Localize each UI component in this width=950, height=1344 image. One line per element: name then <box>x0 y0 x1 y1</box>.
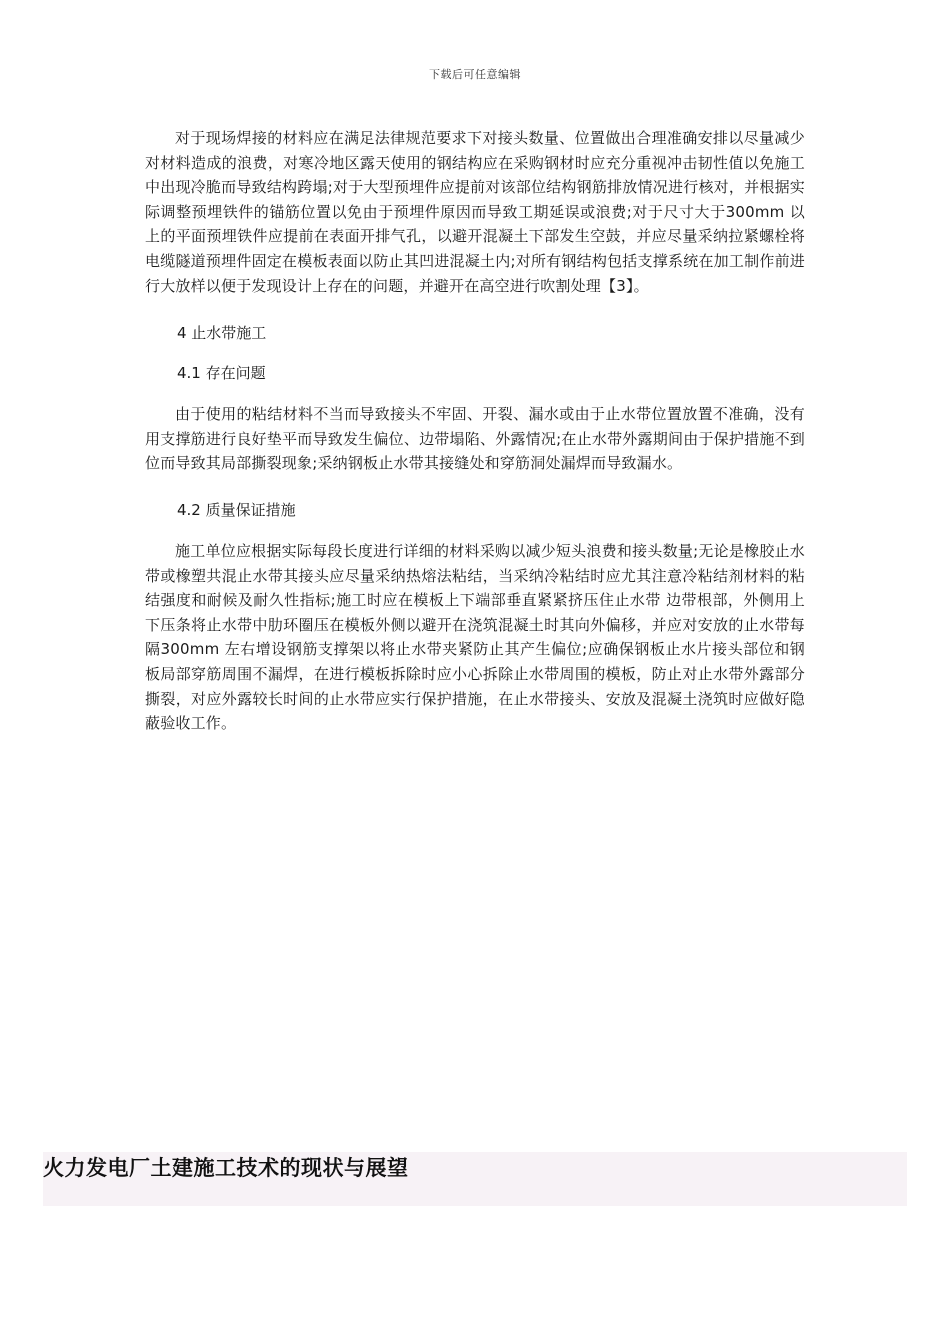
document-body <box>145 126 805 736</box>
paragraph-quality-measures: 施工单位应根据实际每段长度进行详细的材料采购以减少短头浪费和接头数量;无论是橡胶止水带或橡塑共混止水带其接头应尽量采纳热熔法粘结，当采纳冷粘结时应尤其注意冷粘结剂材料的粘结强度和耐候及耐久性指标;施工时应在模板上下端部垂直紧紧挤压住止水带 边带根部，外侧用上下压条将止水带中肋环圈压在模板外侧以避开在浇筑混凝土时其向外偏移，并应对安放的止水带每隔300mm 左右增设钢筋支撑架以将止水带夹紧防止其产生偏位;应确保钢板止水片接头部位和钢板局部穿筋周围不漏焊，在进行模板拆除时应小心拆除止水带周围的模板，防止对止水带外露部分撕裂，对应外露较长时间的止水带应实行保护措施，在止水带接头、安放及混凝土浇筑时应做好隐蔽验收工作。 <box>145 541 805 733</box>
section-heading-4-2: 4.2 质量保证措施 <box>177 500 296 519</box>
section-heading-4: 4 止水带施工 <box>177 324 267 343</box>
next-document-title: 火力发电厂土建施工技术的现状与展望 <box>43 1156 409 1180</box>
paragraph-welding-materials: 对于现场焊接的材料应在满足法律规范要求下对接头数量、位置做出合理准确安排以尽量减少对材料造成的浪费，对寒冷地区露天使用的钢结构应在采购钢材时应充分重视冲击韧性值以免施工中出现冷脆而导致结构跨塌;对于大型预埋件应提前对该部位结构钢筋排放情况进行核对，并根据实际调整预埋铁件的锚筋位置以免由于预埋件原因而导致工期延误或浪费;对于尺寸大于300mm 以上的平面预埋铁件应提前在表面开排气孔，以避开混凝土下部发生空鼓，并应尽量采纳拉紧螺栓将电缆隧道预埋件固定在模板表面以防止其凹进混凝土内;对所有钢结构包括支撑系统在加工制作前进行大放样以便于发现设计上存在的问题，并避开在高空进行吹割处理【3】。 <box>145 129 805 295</box>
page-header-note: 下载后可任意编辑 <box>429 68 521 81</box>
section-heading-4-1: 4.1 存在问题 <box>177 364 266 383</box>
paragraph-existing-problems: 由于使用的粘结材料不当而导致接头不牢固、开裂、漏水或由于止水带位置放置不准确，没有用支撑筋进行良好垫平而导致发生偏位、边带塌陷、外露情况;在止水带外露期间由于保护措施不到位而导致其局部撕裂现象;采纳钢板止水带其接缝处和穿筋洞处漏焊而导致漏水。 <box>145 405 805 473</box>
